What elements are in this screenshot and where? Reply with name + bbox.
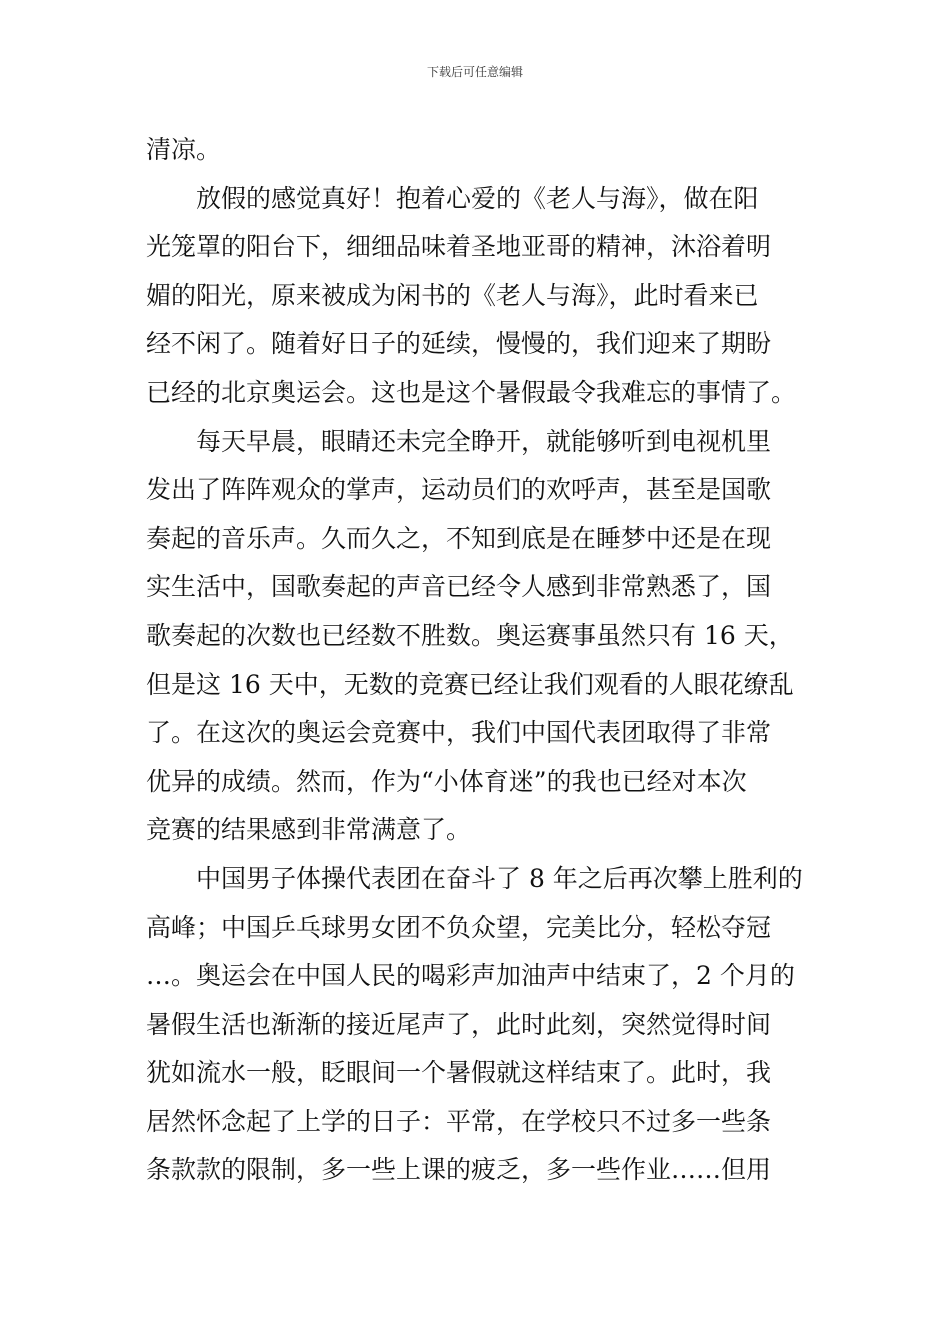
text-line: …。奥运会在中国人民的喝彩声加油声中结束了，2 个月的: [146, 961, 795, 991]
text-line: 中国男子体操代表团在奋斗了 8 年之后再次攀上胜利的: [146, 863, 803, 893]
text-line: 居然怀念起了上学的日子：平常，在学校只不过多一些条: [146, 1106, 772, 1136]
text-line: 发出了阵阵观众的掌声，运动员们的欢呼声，甚至是国歌: [146, 475, 772, 505]
text-line: 歌奏起的次数也已经数不胜数。奥运赛事虽然只有 16 天，: [146, 620, 794, 650]
text-line: 媚的阳光，原来被成为闲书的《老人与海》，此时看来已: [146, 280, 759, 310]
text-line: 竞赛的结果感到非常满意了。: [146, 815, 472, 845]
text-line: 实生活中，国歌奏起的声音已经令人感到非常熟悉了，国: [146, 572, 772, 602]
text-line: 经不闲了。随着好日子的延续，慢慢的，我们迎来了期盼: [146, 329, 772, 359]
text-line: 奏起的音乐声。久而久之，不知到底是在睡梦中还是在现: [146, 523, 772, 553]
text-line: 放假的感觉真好！抱着心爱的《老人与海》，做在阳: [146, 183, 759, 213]
text-line: 但是这 16 天中，无数的竞赛已经让我们观看的人眼花缭乱: [146, 669, 794, 699]
page-header: 下载后可任意编辑: [426, 65, 523, 79]
body-text: [146, 126, 806, 1195]
text-line: 已经的北京奥运会。这也是这个暑假最令我难忘的事情了。: [146, 377, 797, 407]
text-line: 高峰；中国乒乓球男女团不负众望，完美比分，轻松夺冠: [146, 912, 772, 942]
text-line: 条款款的限制，多一些上课的疲乏，多一些作业……但用: [146, 1155, 772, 1185]
text-line: 光笼罩的阳台下，细细品味着圣地亚哥的精神，沐浴着明: [146, 232, 772, 262]
text-line: 优异的成绩。然而，作为“小体育迷”的我也已经对本次: [146, 766, 747, 796]
text-line: 犹如流水一般，眨眼间一个暑假就这样结束了。此时，我: [146, 1058, 772, 1088]
text-line: 每天早晨，眼睛还未完全睁开，就能够听到电视机里: [146, 426, 772, 456]
text-line: 清凉。: [146, 135, 222, 164]
text-line: 了。在这次的奥运会竞赛中，我们中国代表团取得了非常: [146, 718, 772, 748]
text-line: 暑假生活也渐渐的接近尾声了，此时此刻，突然觉得时间: [146, 1009, 772, 1039]
